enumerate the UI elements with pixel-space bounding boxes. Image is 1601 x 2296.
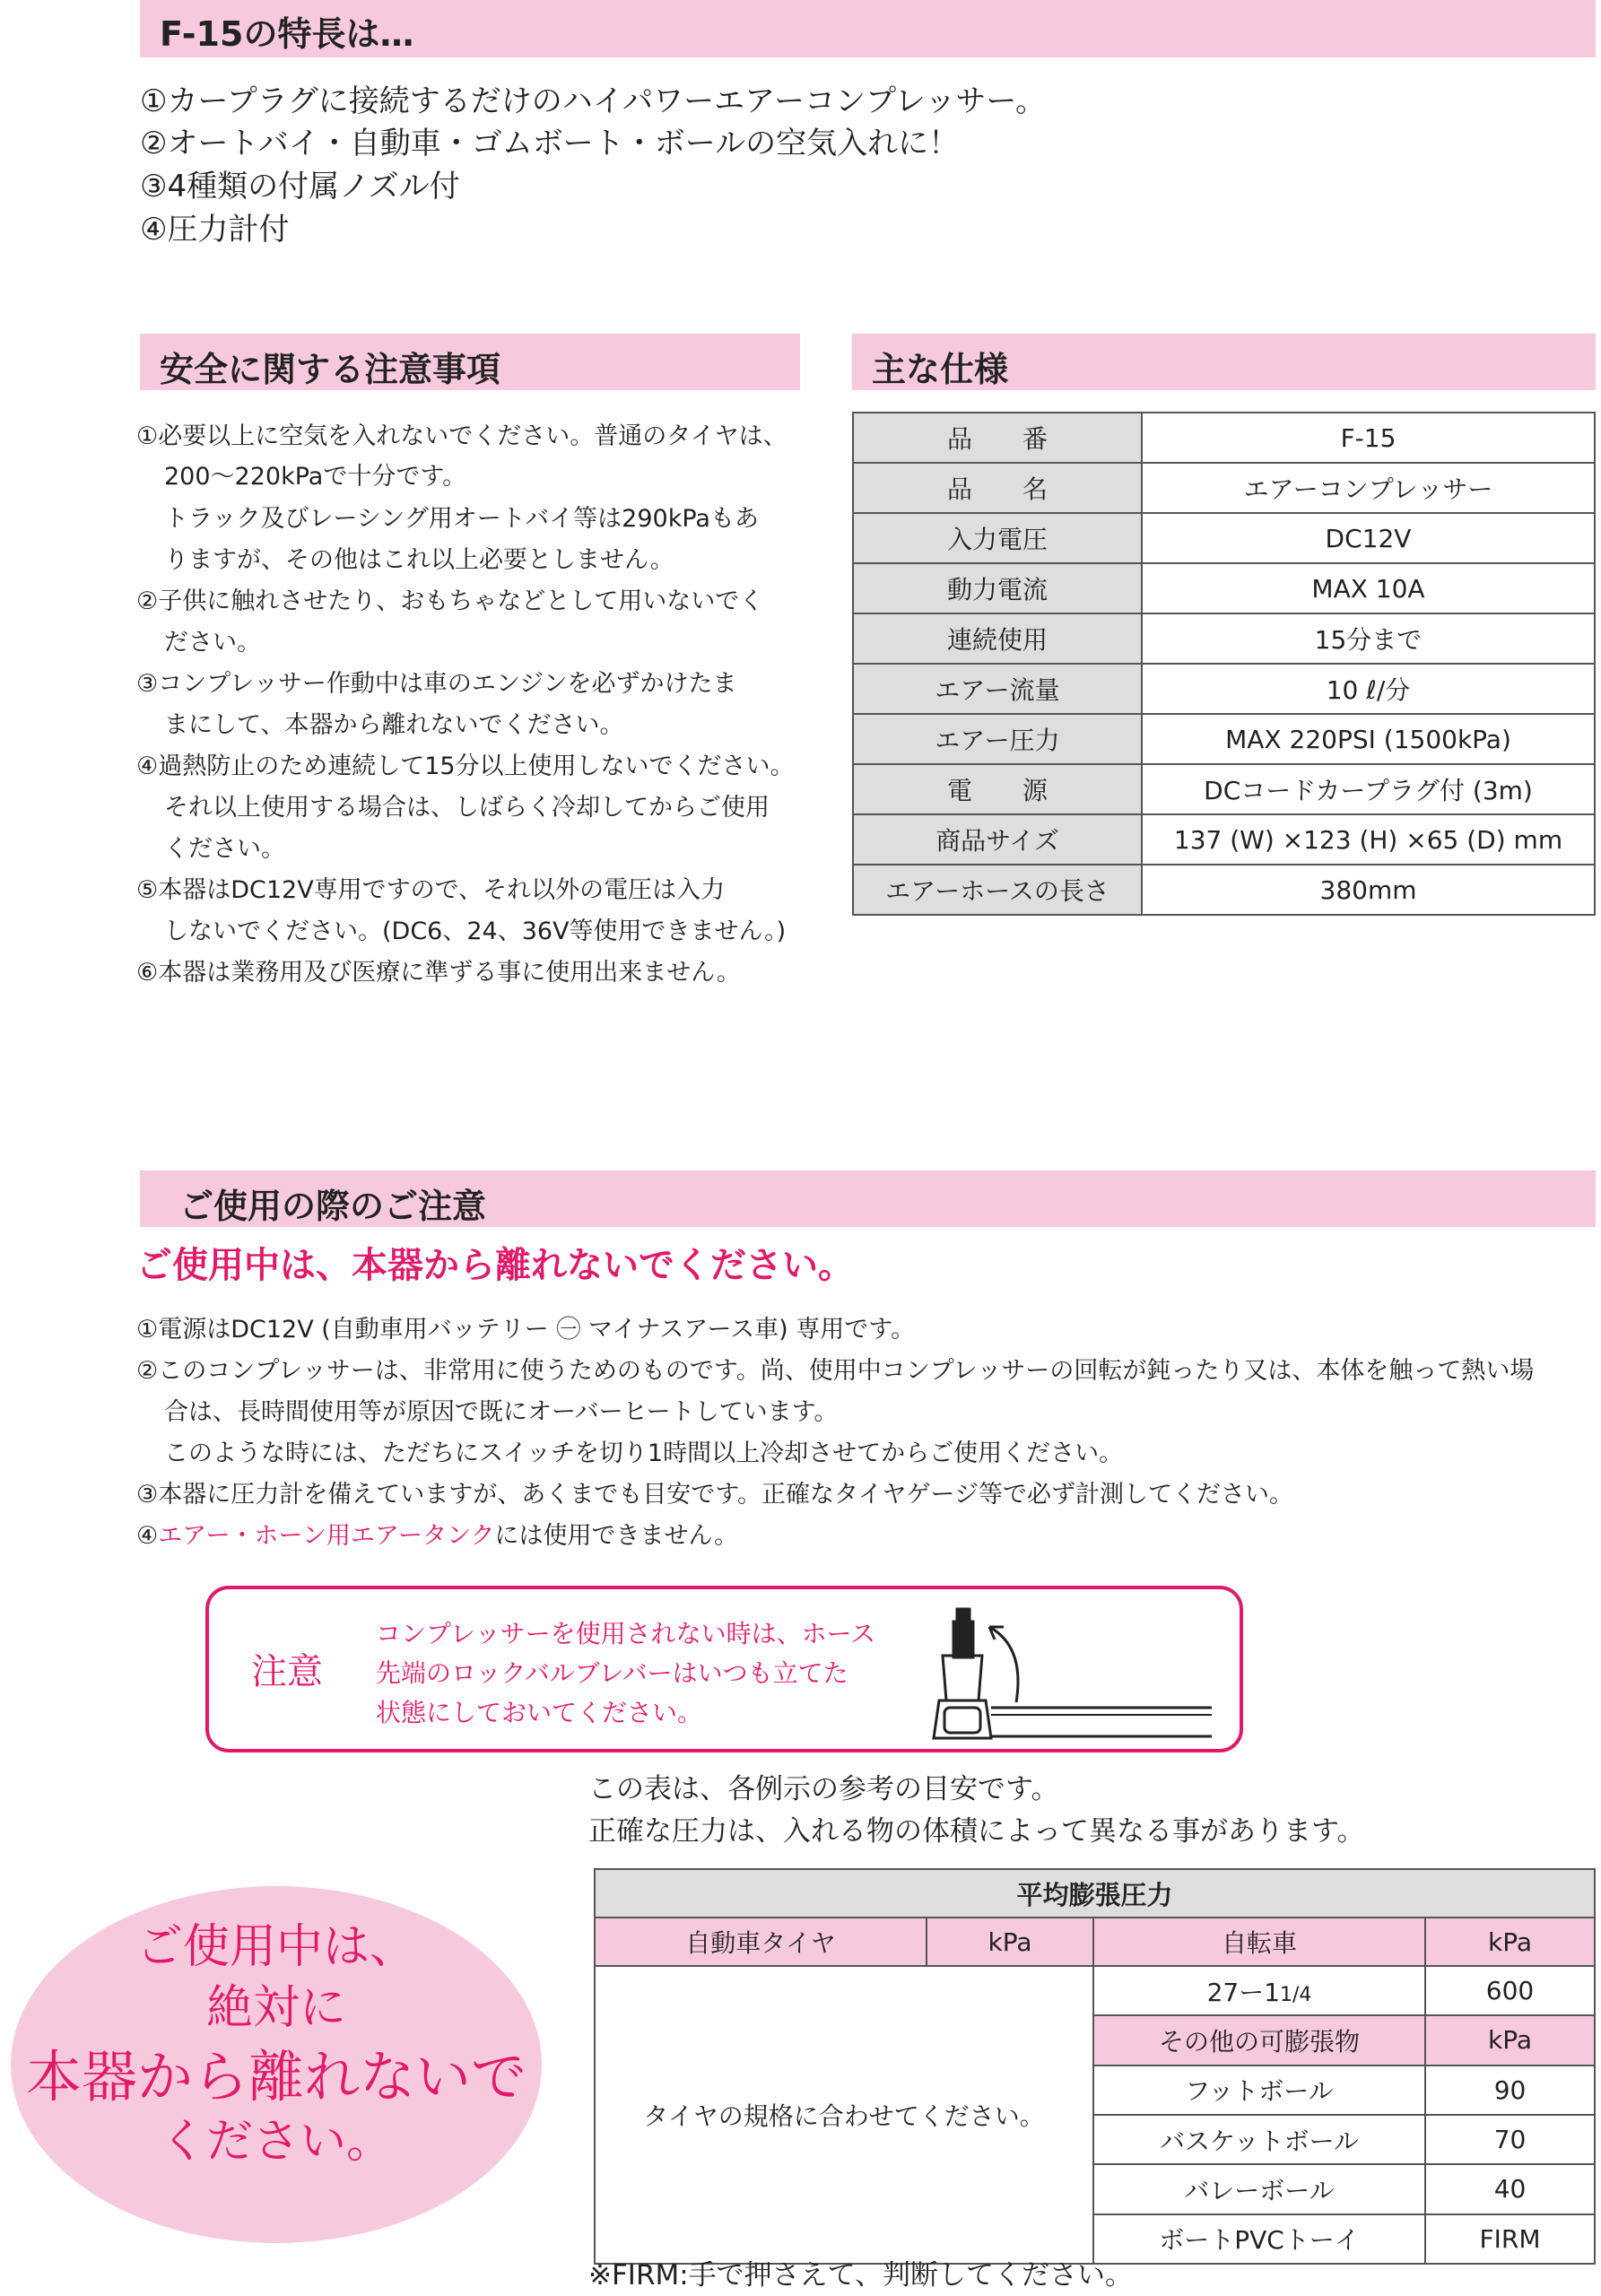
caution-line: 先端のロックバルブレバーはいつも立てた (376, 1658, 848, 1688)
spec-key: 電 源 (853, 764, 1142, 814)
spec-value: 15分まで (1142, 613, 1595, 664)
inflatable-value: FIRM (1425, 2214, 1595, 2264)
bicycle-size-main: 27ー1 (1206, 1977, 1281, 2007)
safety-line: ⑥本器は業務用及び医療に準ずる事に使用出来ません。 (136, 959, 741, 987)
feature-item: ③4種類の付属ノズル付 (140, 169, 460, 204)
specs-title: 主な仕様 (872, 350, 1009, 389)
inflatable-value: 90 (1425, 2066, 1595, 2115)
spec-value: DC12V (1142, 513, 1595, 563)
pressure-footnote: ※FIRM:手で押さえて、判断してください。 (588, 2259, 1134, 2292)
col-bicycle: 自転車 (1093, 1918, 1425, 1966)
spec-table (852, 412, 1596, 916)
safety-line: ださい。 (164, 629, 261, 657)
feature-item: ①カープラグに接続するだけのハイパワーエアーコンプレッサー。 (140, 83, 1047, 119)
spec-key: 品 番 (853, 413, 1142, 463)
safety-line: ③コンプレッサー作動中は車のエンジンを必ずかけたま (136, 670, 737, 698)
safety-line: 200〜220kPaで十分です。 (164, 463, 467, 491)
spec-value: 380mm (1142, 865, 1595, 915)
spec-value: MAX 10A (1142, 563, 1595, 613)
safety-line: りますが、その他はこれ以上必要としません。 (164, 546, 674, 574)
usage-headline: ご使用中は、本器から離れないでください。 (136, 1245, 854, 1286)
spec-key: エアー流量 (853, 664, 1142, 714)
usage-line-4-highlight: エアー・ホーン用エアータンク (158, 1522, 495, 1550)
inflatable-value: 70 (1425, 2115, 1595, 2164)
caution-line: 状態にしておいてください。 (376, 1698, 703, 1727)
pressure-table (594, 1868, 1596, 2265)
warning-line-1: ご使用中は、 (135, 1920, 416, 1974)
spec-value: 10 ℓ/分 (1142, 664, 1595, 714)
col-car-tire: 自動車タイヤ (595, 1918, 927, 1966)
spec-row (853, 664, 1595, 714)
pressure-table-title: 平均膨張圧力 (595, 1869, 1595, 1918)
spec-value: エアーコンプレッサー (1142, 463, 1595, 513)
features-title: F-15の特長は… (160, 14, 414, 54)
usage-line: ①電源はDC12V (自動車用バッテリー ㊀ マイナスアース車) 専用です。 (136, 1316, 916, 1344)
safety-title: 安全に関する注意事項 (160, 350, 501, 389)
spec-key: エアーホースの長さ (853, 865, 1142, 915)
bicycle-value: 600 (1425, 1966, 1595, 2015)
safety-line: しないでください。(DC6、24、36V等使用できません。) (164, 918, 787, 945)
usage-title: ご使用の際のご注意 (179, 1187, 487, 1226)
spec-key: 動力電流 (853, 563, 1142, 613)
inflatable-value: 40 (1425, 2164, 1595, 2213)
spec-key: 入力電圧 (853, 513, 1142, 563)
spec-row (853, 814, 1595, 865)
safety-line: ④過熱防止のため連続して15分以上使用しないでください。 (136, 752, 795, 780)
usage-line: ③本器に圧力計を備えていますが、あくまでも目安です。正確なタイヤゲージ等で必ず計測してください。 (136, 1481, 1293, 1509)
spec-row (853, 513, 1595, 563)
feature-item: ②オートバイ・自動車・ゴムボート・ボールの空気入れに！ (140, 126, 960, 161)
col-kpa: kPa (1425, 1918, 1595, 1966)
bicycle-size-fraction: 1/4 (1280, 1983, 1312, 2006)
spec-value: F-15 (1142, 413, 1595, 463)
spec-row (853, 413, 1595, 463)
warning-line-3: 本器から離れないで (25, 2044, 526, 2109)
valve-lever-illustration (927, 1602, 1223, 1745)
safety-line: トラック及びレーシング用オートバイ等は290kPaもあ (164, 505, 759, 533)
col-kpa: kPa (1425, 2015, 1595, 2065)
inflatable-name: フットボール (1093, 2066, 1425, 2115)
usage-line: 合は、長時間使用等が原因で既にオーバーヒートしています。 (164, 1398, 839, 1426)
spec-row (853, 865, 1595, 915)
spec-value: 137 (W) ×123 (H) ×65 (D) mm (1142, 814, 1595, 865)
usage-line: ②このコンプレッサーは、非常用に使うためのものです。尚、使用中コンプレッサーの回転が鈍ったり又は、本体を触って熱い場 (136, 1357, 1535, 1385)
inflatable-name: ボートPVCトーイ (1093, 2214, 1425, 2264)
safety-line: それ以上使用する場合は、しばらく冷却してからご使用 (164, 794, 770, 822)
warning-line-4: ください。 (159, 2115, 393, 2169)
reference-note: 正確な圧力は、入れる物の体積によって異なる事があります。 (588, 1815, 1365, 1848)
caution-label: 注意 (251, 1651, 323, 1692)
spec-row (853, 613, 1595, 664)
spec-key: 連続使用 (853, 613, 1142, 664)
feature-item: ④圧力計付 (140, 212, 290, 248)
caution-box (205, 1586, 1243, 1752)
spec-key: 品 名 (853, 463, 1142, 513)
safety-line: ②子供に触れさせたり、おもちゃなどとして用いないでく (136, 587, 764, 615)
col-kpa: kPa (927, 1918, 1093, 1966)
safety-line: ①必要以上に空気を入れないでください。普通のタイヤは、 (136, 422, 787, 450)
usage-line-4-prefix: ④ (136, 1522, 159, 1550)
usage-line-4-suffix: には使用できません。 (494, 1522, 739, 1550)
other-inflatables-header: その他の可膨張物 (1093, 2015, 1425, 2065)
usage-line: このような時には、ただちにスイッチを切り1時間以上冷却させてからご使用ください。 (164, 1439, 1124, 1467)
inflatable-name: バレーボール (1093, 2164, 1425, 2213)
spec-row (853, 463, 1595, 513)
safety-line: ⑤本器はDC12V専用ですので、それ以外の電圧は入力 (136, 876, 726, 904)
safety-line: まにして、本器から離れないでください。 (164, 711, 624, 739)
reference-note: この表は、各例示の参考の目安です。 (588, 1773, 1059, 1805)
spec-value: DCコードカープラグ付 (3m) (1142, 764, 1595, 814)
usage-line-4 (136, 1524, 738, 1548)
warning-line-2: 絶対に (205, 1981, 346, 2035)
car-tire-note: タイヤの規格に合わせてください。 (595, 1966, 1093, 2264)
spec-row (853, 764, 1595, 814)
spec-value: MAX 220PSI (1500kPa) (1142, 714, 1595, 764)
inflatable-name: バスケットボール (1093, 2115, 1425, 2164)
spec-row (853, 563, 1595, 613)
spec-key: エアー圧力 (853, 714, 1142, 764)
spec-row (853, 714, 1595, 764)
bicycle-size (1093, 1966, 1425, 2015)
caution-line: コンプレッサーを使用されない時は、ホース (376, 1619, 876, 1648)
safety-line: ください。 (164, 835, 285, 863)
spec-key: 商品サイズ (853, 814, 1142, 865)
